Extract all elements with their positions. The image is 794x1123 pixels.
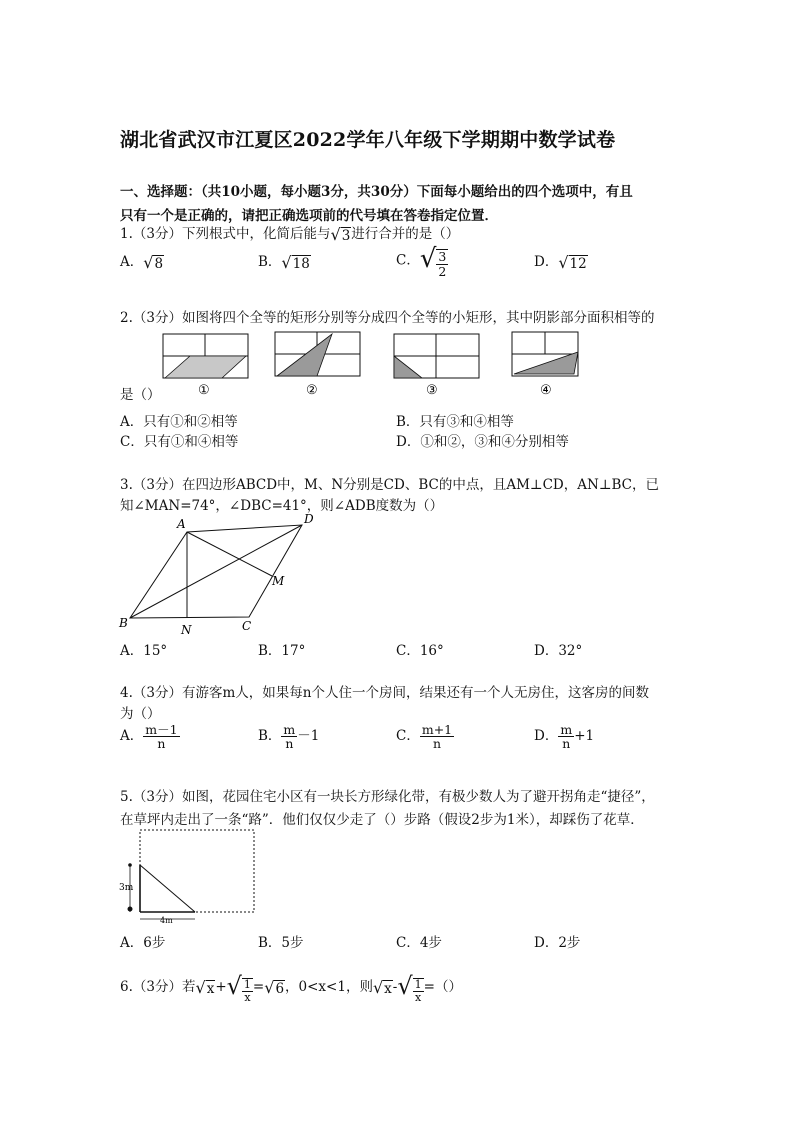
q6-radical-inv-x2: √ $\frac{1}{x}$ <box>397 972 422 1004</box>
q1-option-a-radical: √8 <box>143 253 164 272</box>
q6-den-x: x <box>244 990 251 1004</box>
q5-garden-rect <box>140 830 254 912</box>
q4-option-b <box>258 723 319 750</box>
q1-option-b-letter: B． <box>258 254 282 270</box>
q5-option-d: D．2步 <box>534 935 581 951</box>
q6-condition: ，0<x<1，则 <box>285 979 373 996</box>
q6-tail: =（） <box>423 979 462 996</box>
q6-radicand-x2: x <box>384 981 392 998</box>
q1-option-a-radicand: 8 <box>154 256 164 272</box>
q3-diagonal-bd <box>130 525 302 618</box>
q3-label-c: C <box>242 619 252 633</box>
q1-option-d-radical: √12 <box>558 253 587 272</box>
question-6-stem <box>120 972 462 1003</box>
q2-option-d: D．①和②，③和④分别相等 <box>396 434 569 450</box>
q1-stem-radicand: 3 <box>341 228 351 244</box>
q3-segment-am <box>187 532 272 576</box>
q4-option-c-letter: C． <box>396 728 420 745</box>
q4-option-a-numerator: m－1 <box>145 722 178 737</box>
q5-figure <box>115 825 265 927</box>
q4-option-b-tail: －1 <box>297 728 320 745</box>
q6-plus: + <box>215 979 227 996</box>
q1-option-a-letter: A． <box>120 254 144 270</box>
q4-option-a <box>120 723 180 750</box>
q6-radical-6: √6 <box>264 978 285 998</box>
question-3-stem-cont: 知∠MAN=74°，∠DBC=41°，则∠ADB度数为（） <box>120 498 444 514</box>
q1-option-b <box>258 250 311 272</box>
q4-option-a-denominator: n <box>157 736 166 752</box>
q3-label-b: B <box>119 616 128 630</box>
question-2-stem-cont: 是（） <box>120 387 161 403</box>
q1-option-b-radical: √18 <box>281 253 310 272</box>
question-1-stem <box>120 222 459 244</box>
q6-den-xb: x <box>415 990 422 1004</box>
q2-option-c: C．只有①和④相等 <box>120 434 239 450</box>
q6-num-1b: 1 <box>414 977 422 991</box>
q2-option-a: A．只有①和②相等 <box>120 414 238 430</box>
question-3-stem: 3.（3分）在四边形ABCD中，M、N分别是CD、BC的中点，且AM⊥CD，AN⊥BC，已 <box>120 477 660 493</box>
q2-label-1: ① <box>198 383 210 398</box>
q5-label-3m: 3m <box>119 883 134 893</box>
q3-label-d: D <box>304 512 314 526</box>
q4-option-b-letter: B． <box>258 728 282 745</box>
q6-num-1: 1 <box>243 977 251 991</box>
q6-radical-x: √x <box>195 978 215 998</box>
q1-option-d-radicand: 12 <box>569 256 587 272</box>
q1-stem-pre: 1.（3分）下列根式中，化简后能与 <box>120 226 331 242</box>
q2-rect-1 <box>163 334 248 378</box>
q3-label-a: A <box>177 517 186 531</box>
q4-option-a-letter: A． <box>120 728 144 745</box>
q1-option-a <box>120 250 164 272</box>
q1-stem-radical: √3 <box>330 225 351 244</box>
q2-label-4: ④ <box>540 383 552 398</box>
q1-option-d-letter: D． <box>534 254 559 270</box>
q4-option-d-letter: D． <box>534 728 559 745</box>
q1-option-c-radical: √ $\frac{3}{2}$ <box>419 244 447 279</box>
q3-option-d: D．32° <box>534 643 583 659</box>
q3-label-m: M <box>272 574 285 588</box>
q5-option-b: B．5步 <box>258 935 304 951</box>
q4-option-c-denominator: n <box>432 736 442 752</box>
q5-option-c: C．4步 <box>396 935 442 951</box>
q1-option-c-numerator: 3 <box>438 249 447 265</box>
q2-option-b: B．只有③和④相等 <box>396 414 514 430</box>
q1-option-b-radicand: 18 <box>292 256 310 272</box>
q5-label-4m: 4m <box>160 916 173 925</box>
section-header-line1: 一、选择题：（共10小题，每小题3分，共30分）下面每小题给出的四个选项中，有且 <box>120 184 633 200</box>
q4-option-b-numerator: m <box>283 722 296 737</box>
q2-label-2: ② <box>306 383 318 398</box>
q6-eq: = <box>252 979 265 996</box>
q1-option-d <box>534 250 588 272</box>
q2-rect-2 <box>275 332 360 376</box>
q2-label-3: ③ <box>426 383 438 398</box>
q4-option-d-tail: +1 <box>574 728 595 745</box>
q2-rect-3 <box>394 334 479 378</box>
q3-figure <box>115 510 325 640</box>
section-header-line2: 只有一个是正确的，请把正确选项前的代号填在答卷指定位置． <box>120 208 498 224</box>
q2-rect-4 <box>512 332 578 376</box>
q3-option-c: C．16° <box>396 643 444 659</box>
q1-option-c-letter: C． <box>396 252 420 269</box>
q6-radicand-6: 6 <box>275 981 285 998</box>
q3-label-n: N <box>181 623 192 637</box>
page-title: 湖北省武汉市江夏区2022学年八年级下学期期中数学试卷 <box>120 129 616 151</box>
q4-option-d-numerator: m <box>560 722 573 737</box>
q4-option-d <box>534 723 594 750</box>
question-5-stem: 5.（3分）如图，花园住宅小区有一块长方形绿化带，有极少数人为了避开拐角走“捷径”， <box>120 789 655 805</box>
q6-radicand-x: x <box>206 981 215 998</box>
question-4-stem: 4.（3分）有游客m人，如果每n个人住一个房间，结果还有一个人无房住，这客房的间数 <box>120 685 649 701</box>
q6-prefix: 6.（3分）若 <box>120 979 196 996</box>
q1-option-c-denominator: 2 <box>438 263 447 279</box>
question-5-stem-cont: 在草坪内走出了一条“路”．他们仅仅少走了（）步路（假设2步为1米），却踩伤了花草． <box>120 812 644 828</box>
question-4-stem-cont: 为（） <box>120 706 161 722</box>
question-2-stem: 2.（3分）如图将四个全等的矩形分别等分成四个全等的小矩形，其中阴影部分面积相等的 <box>120 310 655 326</box>
q6-minus: - <box>392 979 398 996</box>
q2-shade-2 <box>277 334 332 376</box>
q5-shortcut-path <box>140 865 195 912</box>
q4-option-b-denominator: n <box>285 736 294 752</box>
q2-shade-4 <box>514 352 578 374</box>
q2-figure <box>150 328 590 400</box>
q6-radical-inv-x: √ $\frac{1}{x}$ <box>226 972 251 1004</box>
q4-option-c <box>396 723 454 750</box>
q4-option-d-denominator: n <box>562 736 571 752</box>
q6-radical-x2: √x <box>372 978 392 998</box>
q5-option-a: A．6步 <box>120 935 166 951</box>
q2-shade-1 <box>165 356 246 378</box>
q4-option-c-numerator: m+1 <box>421 722 453 737</box>
q3-option-b: B．17° <box>258 643 306 659</box>
q1-stem-post: 进行合并的是（） <box>351 226 460 242</box>
q2-shade-3 <box>394 356 422 378</box>
q3-option-a: A．15° <box>120 643 168 659</box>
q1-option-c <box>396 244 448 278</box>
